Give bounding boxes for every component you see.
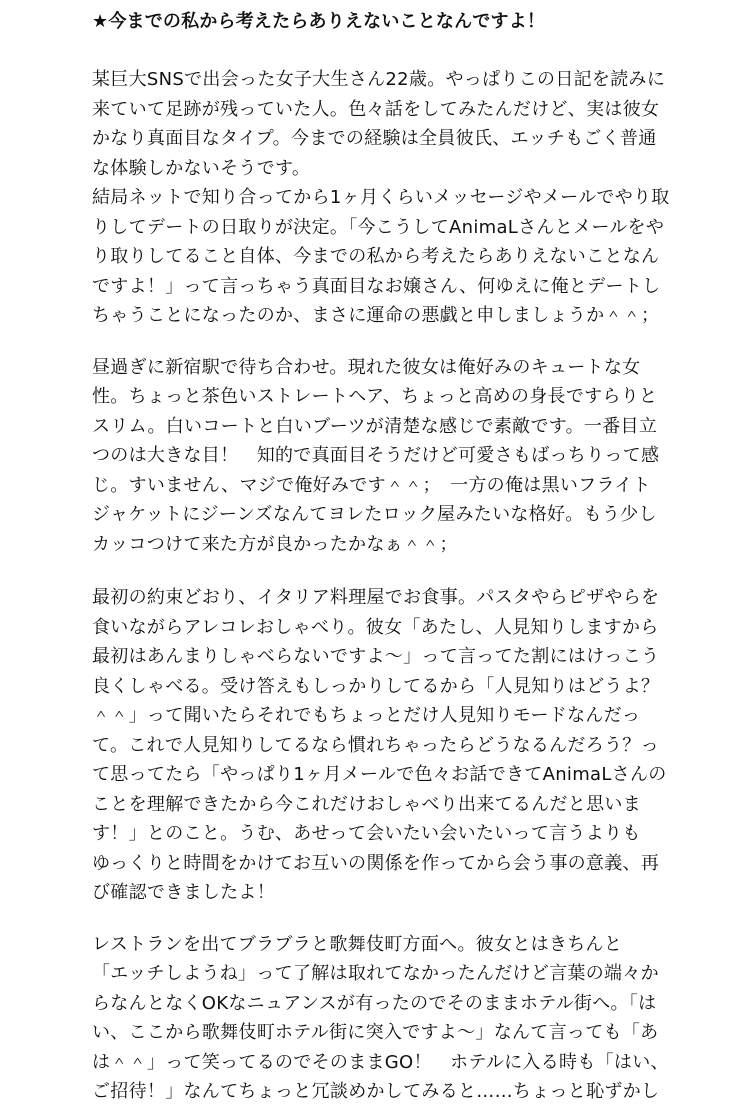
- text-line: りしてデートの日取りが決定。「今こうしてAnimaLさんとメールをや: [92, 216, 665, 238]
- text-line: じ。すいません、マジで俺好みです＾＾； 一方の俺は黒いフライト: [92, 474, 651, 496]
- text-line: り取りしてること自体、今までの私から考えたらありえないことなん: [92, 246, 660, 267]
- text-line: 性。ちょっと茶色いストレートヘア、ちょっと高めの身長ですらりと: [92, 386, 658, 407]
- article: [92, 0, 672, 1107]
- spacer: [92, 908, 672, 930]
- text-line: スリム。白いコートと白いブーツが清楚な感じで素敵です。一番目立: [92, 415, 658, 437]
- text-line: 昼過ぎに新宿駅で待ち合わせ。現れた彼女は俺好みのキュートな女: [92, 356, 641, 378]
- paragraph-2: [92, 353, 672, 560]
- article-title: ★今までの私から考えたらありえないことなんですよ！: [92, 11, 546, 32]
- paragraph-4: [92, 930, 672, 1107]
- text-line: な体験しかないそうです。: [92, 157, 311, 179]
- paragraph-1: [92, 65, 672, 331]
- text-line: つのは大きな目！ 知的で真面目そうだけど可愛さもばっちりって感: [92, 445, 660, 466]
- text-line: び確認できましたよ！: [92, 882, 275, 903]
- text-line: らなんとなくOKなニュアンスが有ったのでそのままホテル街へ。「は: [92, 992, 657, 1014]
- text-line: ことを理解できたから今これだけおしゃべり出来てるんだと思いま: [92, 793, 641, 815]
- text-line: 良くしゃべる。受け答えもしっかりしてるから「人見知りはどうよ？: [92, 675, 660, 697]
- text-line: 結局ネットで知り合ってから1ヶ月くらいメッセージやメールでやり取: [92, 187, 670, 208]
- text-line: て。これで人見知りしてるなら慣れちゃったらどうなるんだろう？っ: [92, 734, 659, 756]
- text-line: ですよ！」って言っちゃう真面目なお嬢さん、何ゆえに俺とデートし: [92, 275, 661, 297]
- spacer: [92, 559, 672, 583]
- text-line: レストランを出てブラブラと歌舞伎町方面へ。彼女とはきちんと: [92, 933, 623, 955]
- text-line: ゆっくりと時間をかけてお互いの関係を作ってから会う事の意義、再: [92, 852, 660, 874]
- text-line: 最初の約束どおり、イタリア料理屋でお食事。パスタやらピザやらを: [92, 587, 660, 608]
- text-line: かなり真面目なタイプ。今までの経験は全員彼氏、エッチもごく普通: [92, 128, 657, 149]
- text-line: は＾＾」って笑ってるのでそのままGO！ ホテルに入る時も「はい、: [92, 1051, 669, 1073]
- text-line: て思ってたら「やっぱり1ヶ月メールで色々お話できてAnimaLさんの: [92, 764, 667, 785]
- text-line: 某巨大SNSで出会った女子大生さん22歳。やっぱりこの日記を読みに: [92, 69, 666, 90]
- text-line: い、ここから歌舞伎町ホテル街に突入ですよ〜」なんて言っても「あ: [92, 1022, 659, 1043]
- text-line: 来ていて足跡が残っていた人。色々話をしてみたんだけど、実は彼女: [92, 98, 660, 120]
- spacer: [92, 35, 672, 65]
- text-line: す！」とのこと。うむ、あせって会いたい会いたいって言うよりも: [92, 823, 641, 844]
- text-line: ＾＾」って聞いたらそれでもちょっとだけ人見知りモードなんだっ: [92, 705, 641, 726]
- text-line: ご招待！」なんてちょっと冗談めかしてみると……ちょっと恥ずかし: [92, 1081, 660, 1102]
- paragraph-3: [92, 583, 672, 908]
- text-line: 食いながらアレコレおしゃべり。彼女「あたし、人見知りしますから: [92, 616, 659, 638]
- text-line: 「エッチしようね」って了解は取れてなかったんだけど言葉の端々か: [92, 963, 659, 984]
- text-line: ジャケットにジーンズなんてヨレたロック屋みたいな格好。もう少し: [92, 504, 657, 525]
- text-line: カッコつけて来た方が良かったかなぁ＾＾；: [92, 533, 458, 555]
- text-line: 最初はあんまりしゃべらないですよ〜」って言ってた割にはけっこう: [92, 646, 660, 667]
- spacer: [92, 331, 672, 353]
- text-line: ちゃうことになったのか、まさに運命の悪戯と申しましょうか＾＾；: [92, 305, 660, 326]
